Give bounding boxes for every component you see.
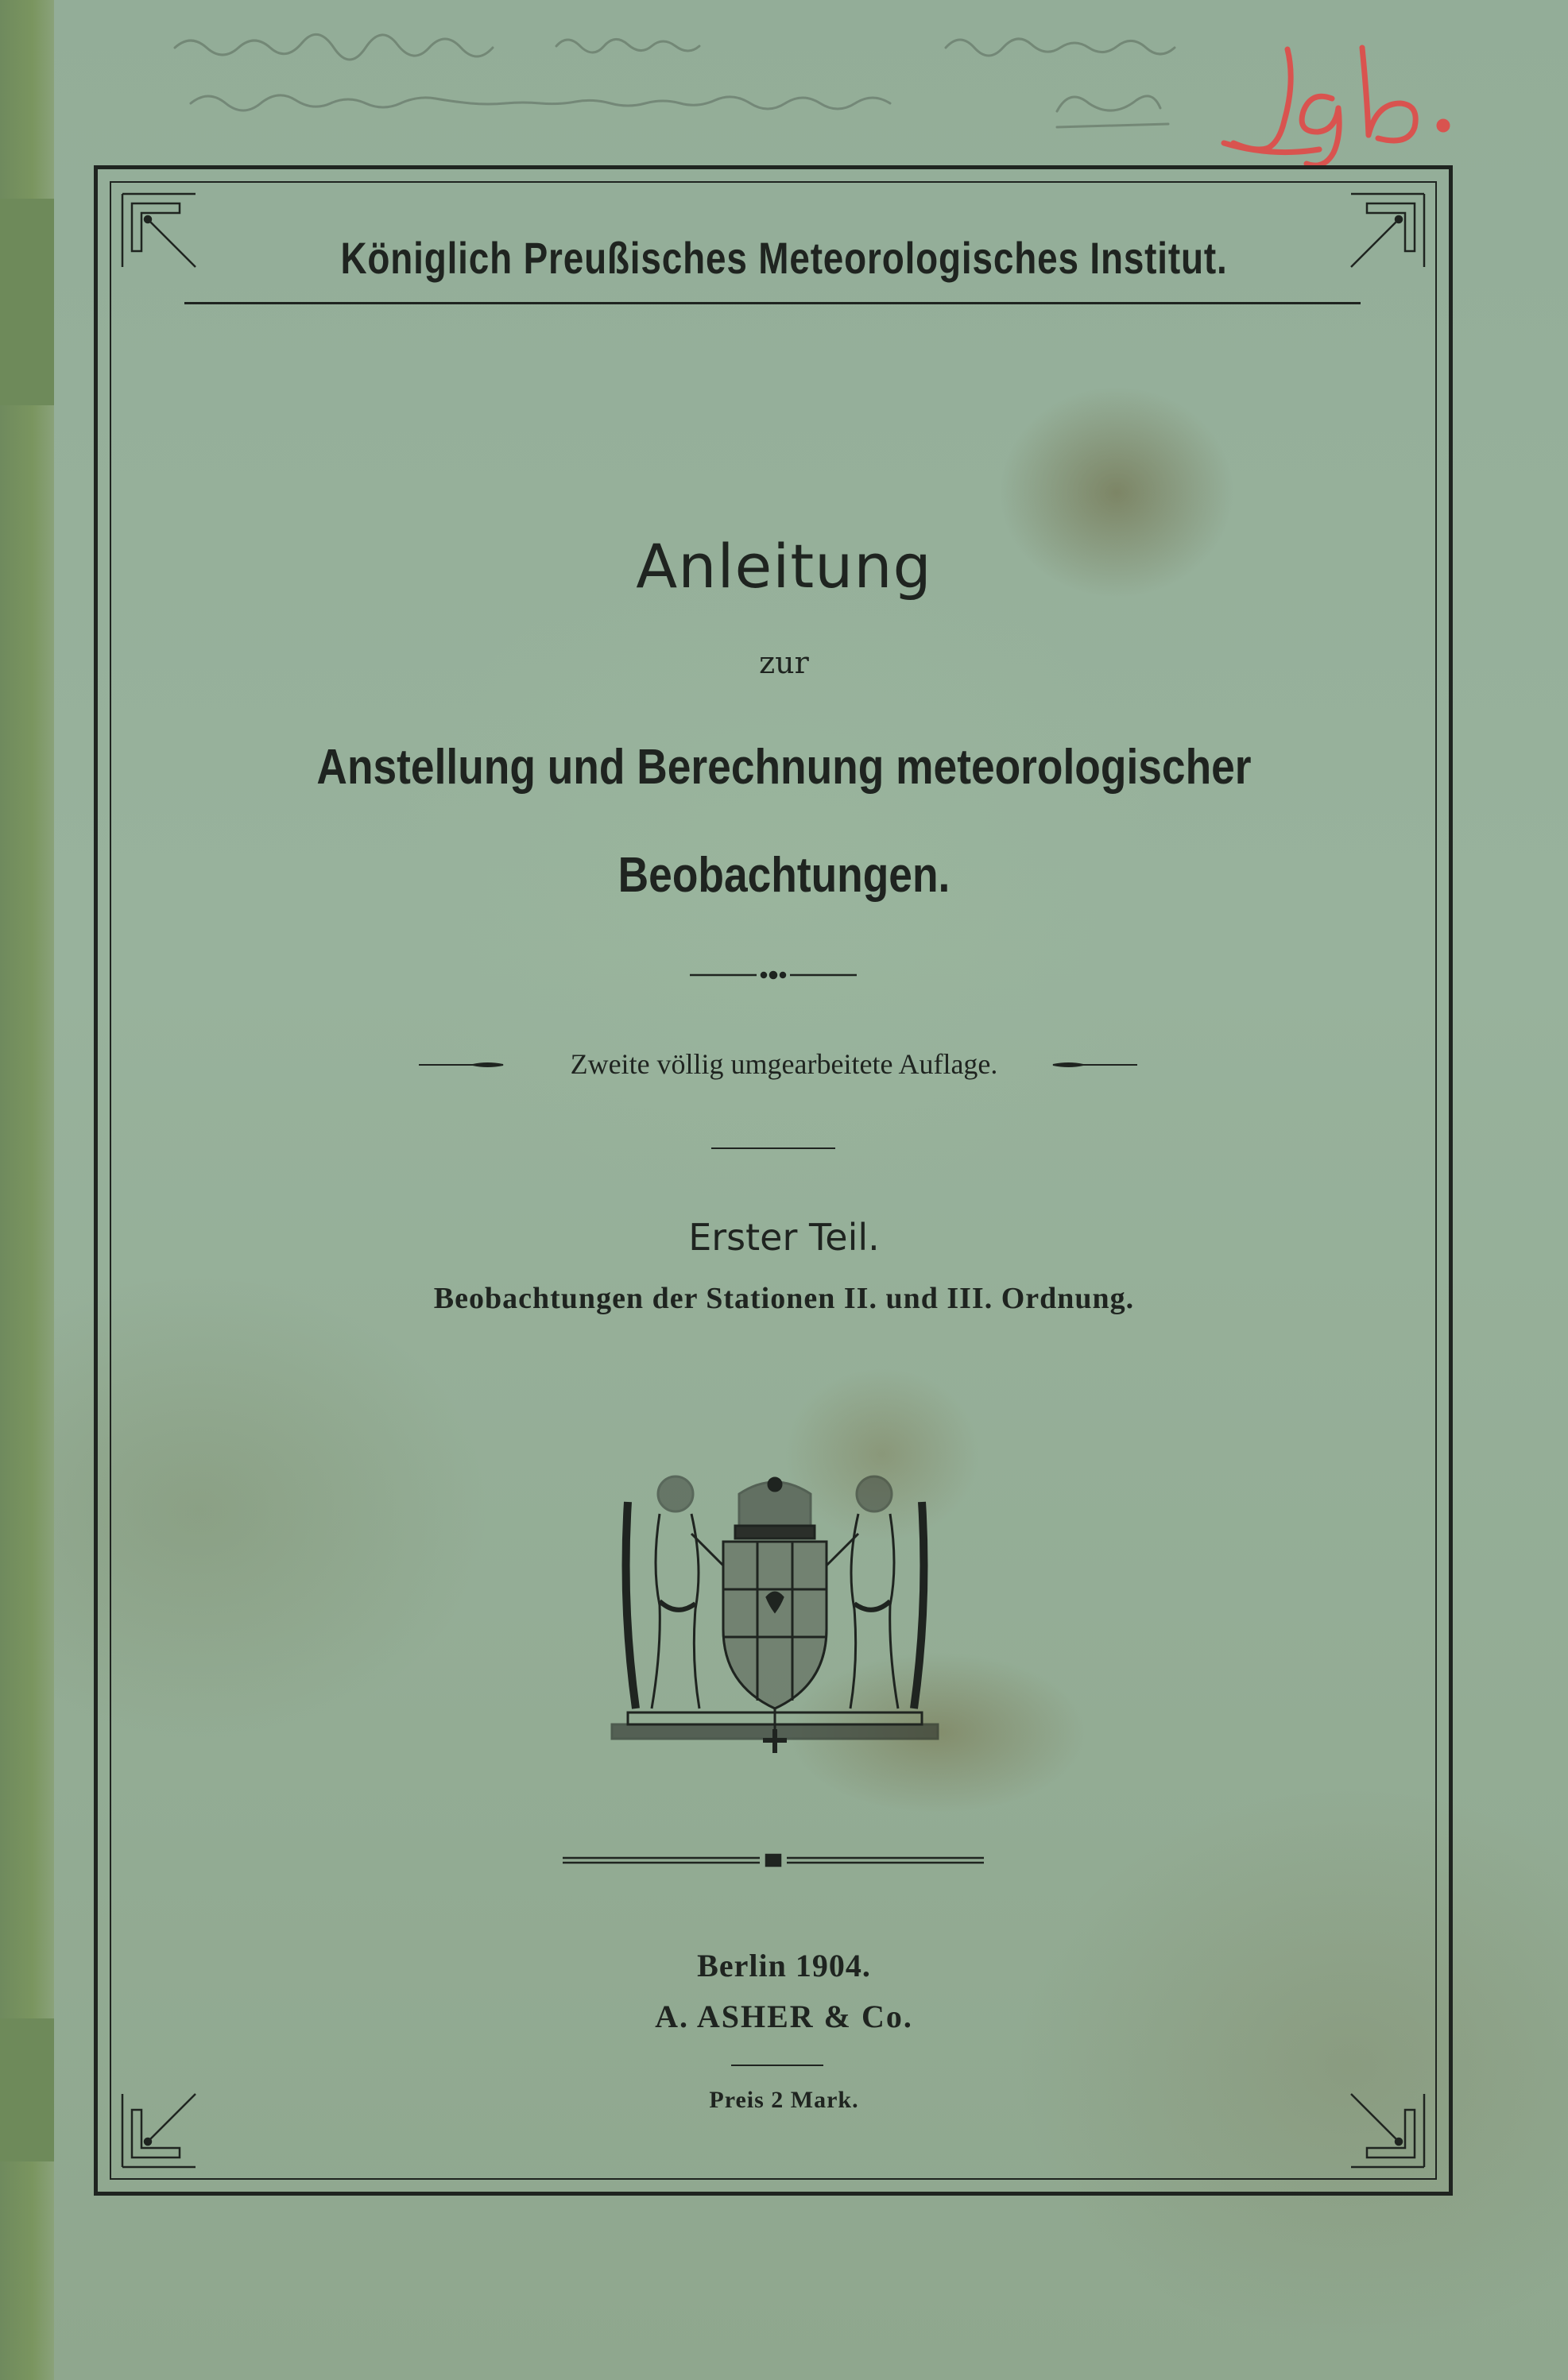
book-title: Anleitung [636, 531, 932, 602]
edition-note: Zweite völlig umgearbeitete Auflage. [570, 1048, 998, 1080]
publisher-name: A. ASHER & Co. [655, 1999, 913, 2034]
price-label: Preis 2 Mark. [709, 2087, 859, 2113]
inner-frame [110, 181, 1437, 2180]
spine-band [0, 199, 54, 405]
part-subtitle: Beobachtungen der Stationen II. und III. Ordnung. [433, 1282, 1135, 1315]
title-connector: zur [759, 645, 809, 680]
prussian-coat-of-arms-icon [604, 1470, 946, 1764]
red-pencil-mark [1192, 32, 1478, 175]
part-title: Erster Teil. [688, 1216, 880, 1259]
rule-ornament-icon [1051, 1057, 1139, 1073]
rule-ornament-icon [710, 1144, 837, 1152]
subtitle-line-2: Beobachtungen. [618, 848, 950, 903]
header-rule [184, 302, 1361, 304]
place-year: Berlin 1904. [697, 1948, 871, 1983]
institute-header: Königlich Preußisches Meteorologisches Institut. [340, 233, 1228, 283]
rule-ornament-icon [730, 2062, 825, 2068]
rule-ornament-icon [561, 1852, 985, 1871]
rule-ornament-icon [688, 966, 858, 985]
subtitle-line-1: Anstellung und Berechnung meteorologischer [316, 740, 1252, 795]
